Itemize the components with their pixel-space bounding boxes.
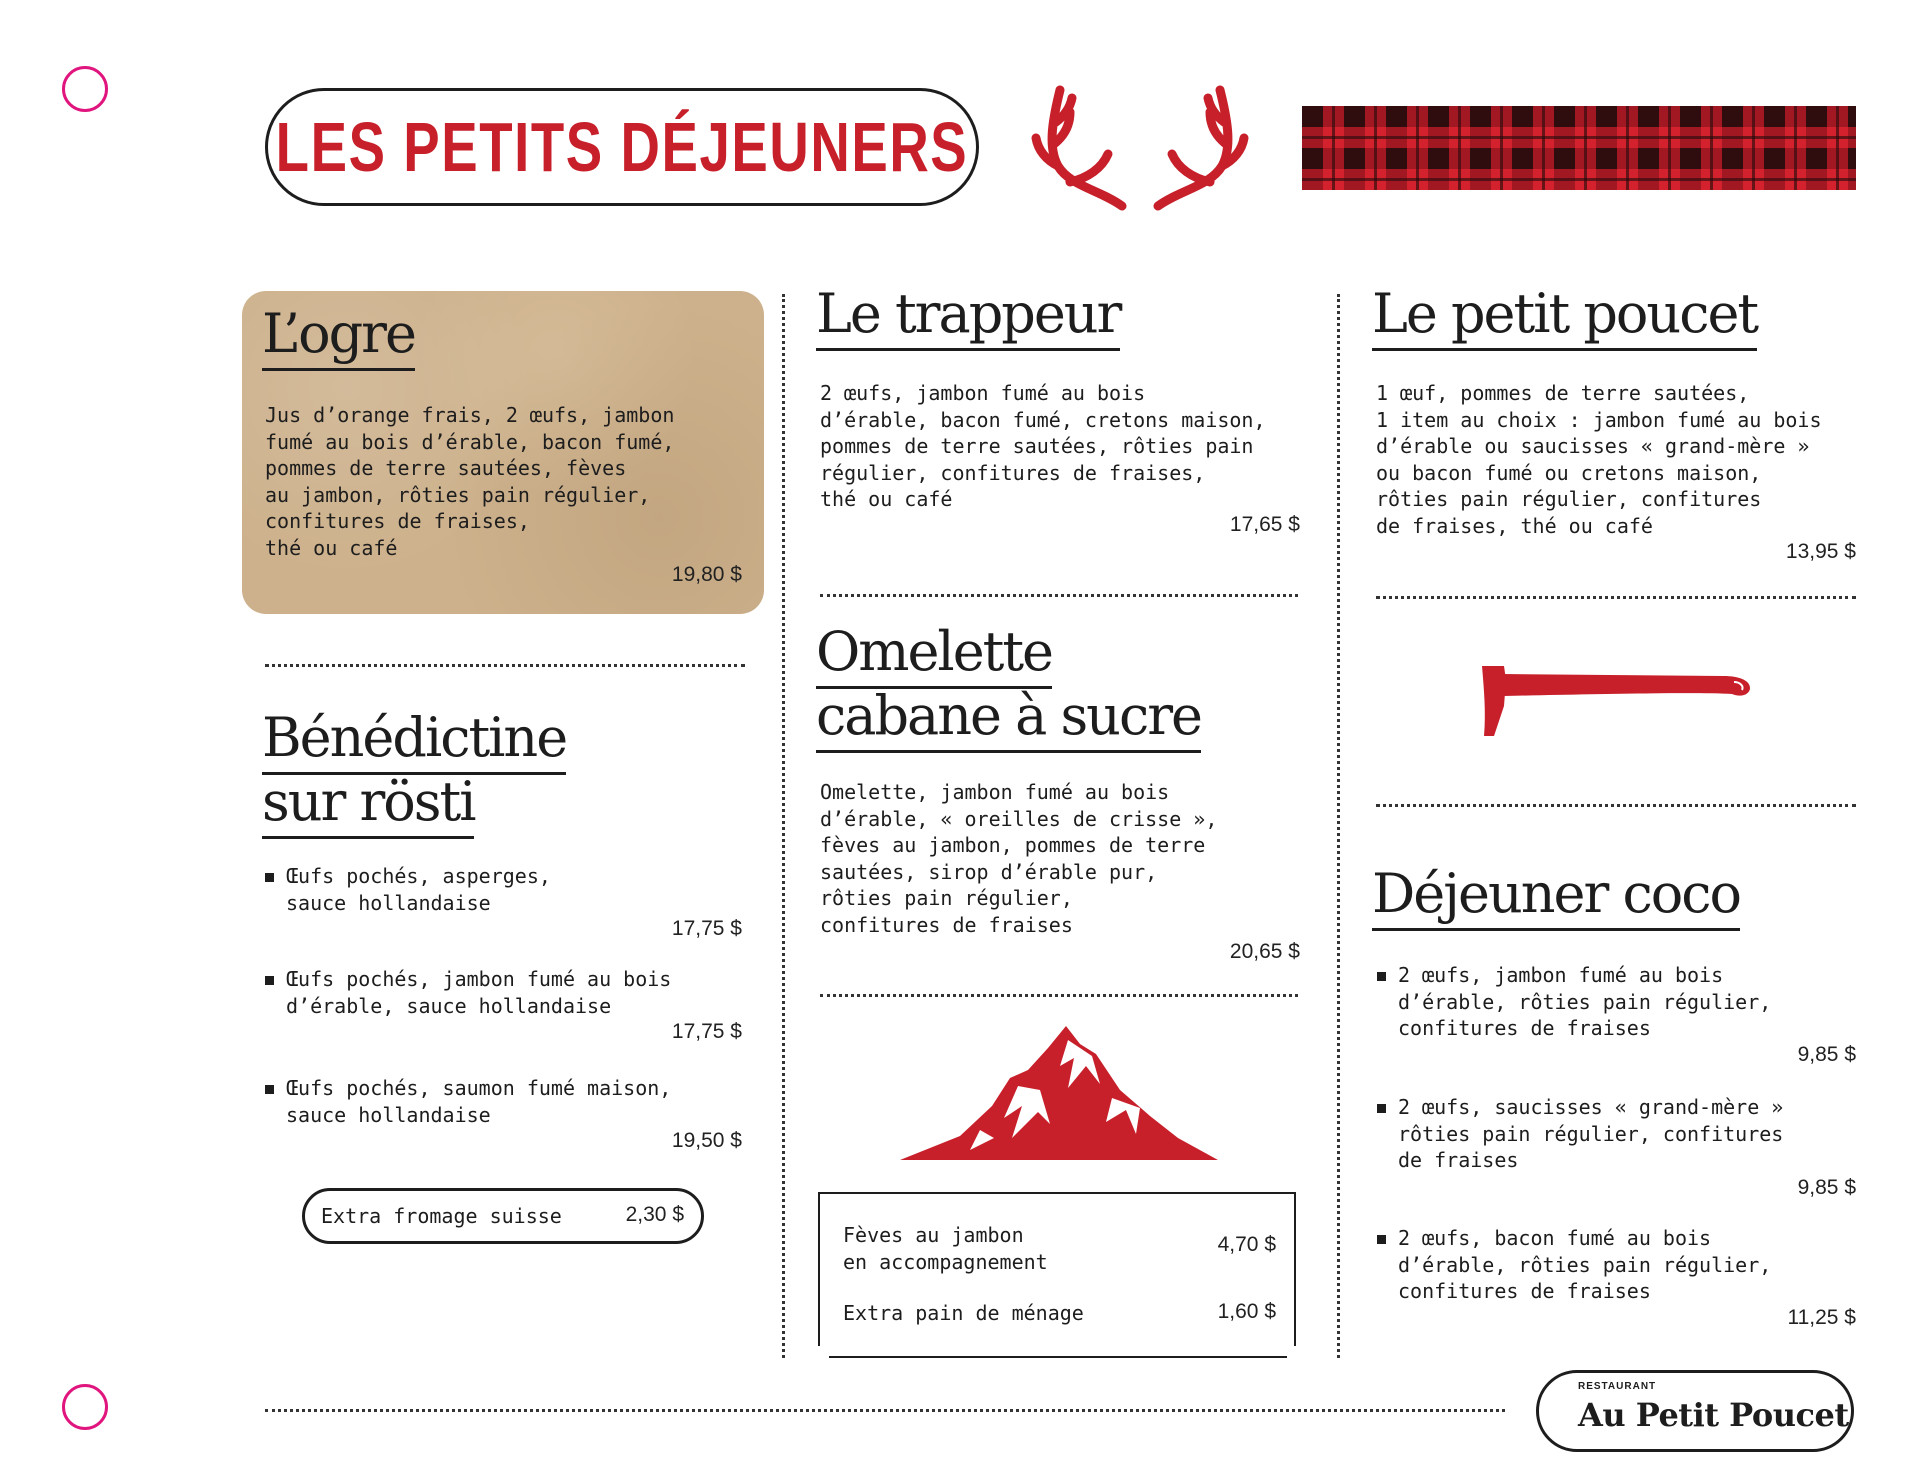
benedictine-title-line2: sur rösti [262,770,474,839]
extra-cheese-price: 2,30 $ [625,1203,684,1226]
dejeuner-coco-item-2: 2 œufs, saucisses « grand-mère » rôties pain régulier, confitures de fraises [1398,1095,1784,1172]
petit-poucet-description: 1 œuf, pommes de terre sautées, 1 item au choix : jambon fumé au bois d’érable ou saucisses « grand-mère » ou bacon fumé ou cretons maison, rôties pain régulier, confitures de fraises, thé ou café [1376,381,1822,538]
logo-restaurant-label: RESTAURANT [1578,1381,1657,1392]
dejeuner-coco-item-3-price: 11,25 $ [1787,1306,1856,1329]
benedictine-item-1: Œufs pochés, asperges, sauce hollandaise [286,864,551,915]
page-title-pill [265,88,979,206]
dejeuner-coco-item-1-price: 9,85 $ [1797,1043,1856,1066]
trappeur-price: 17,65 $ [1229,513,1300,536]
bullet-icon [1377,1235,1386,1244]
benedictine-item-1-price: 17,75 $ [671,917,742,940]
dejeuner-coco-title: Déjeuner coco [1372,862,1740,931]
dejeuner-coco-item-1: 2 œufs, jambon fumé au bois d’érable, rôties pain régulier, confitures de fraises [1398,963,1772,1040]
divider-petit-poucet [1376,596,1856,599]
omelette-title-line2: cabane à sucre [816,684,1201,753]
benedictine-item-2-price: 17,75 $ [671,1020,742,1043]
bullet-icon [1377,972,1386,981]
omelette-title-line1: Omelette [816,620,1052,689]
plaid-pattern [1302,106,1856,190]
benedictine-item-3: Œufs pochés, saumon fumé maison, sauce hollandaise [286,1076,672,1127]
dejeuner-coco-item-2-price: 9,85 $ [1797,1176,1856,1199]
bullet-icon [265,976,274,985]
mountain-icon [900,1026,1218,1160]
trappeur-title: Le trappeur [816,282,1120,351]
registration-mark-top [62,66,108,112]
sides-box-underline [829,1356,1287,1358]
bullet-icon [265,873,274,882]
logo-restaurant-name: Au Petit Poucet [1578,1396,1849,1434]
side-item-2-price: 1,60 $ [1217,1300,1276,1323]
benedictine-item-3-price: 19,50 $ [671,1129,742,1152]
footer-divider [265,1409,1505,1412]
ogre-price: 19,80 $ [671,563,742,586]
divider-ogre [265,664,745,667]
omelette-price: 20,65 $ [1229,940,1300,963]
axe-icon [1476,662,1756,742]
page-title: LES PETITS DÉJEUNERS [275,108,969,186]
divider-axe [1376,804,1856,807]
side-item-2-label: Extra pain de ménage [843,1301,1084,1325]
extra-cheese-label: Extra fromage suisse [321,1204,562,1228]
side-item-1-label: Fèves au jambon en accompagnement [843,1223,1048,1274]
omelette-description: Omelette, jambon fumé au bois d’érable, « oreilles de crisse », fèves au jambon, pommes de terre sautées, sirop d’érable pur, rôties pain régulier, confitures de fraises [820,780,1218,937]
side-item-1-price: 4,70 $ [1217,1233,1276,1256]
dejeuner-coco-item-3: 2 œufs, bacon fumé au bois d’érable, rôties pain régulier, confitures de fraises [1398,1226,1772,1303]
registration-mark-bottom [62,1384,108,1430]
ogre-description: Jus d’orange frais, 2 œufs, jambon fumé au bois d’érable, bacon fumé, pommes de terre sautées, fèves au jambon, rôties pain régulier, confitures de fraises, thé ou café [265,403,675,560]
column-divider-left [782,294,785,1358]
bullet-icon [265,1085,274,1094]
divider-trappeur [820,594,1298,597]
petit-poucet-price: 13,95 $ [1785,540,1856,563]
column-divider-right [1337,294,1340,1358]
divider-omelette [820,994,1298,997]
ogre-title: L’ogre [262,302,415,371]
petit-poucet-title: Le petit poucet [1372,282,1757,351]
bullet-icon [1377,1104,1386,1113]
benedictine-title-line1: Bénédictine [262,706,566,775]
antlers-icon [1030,82,1250,214]
benedictine-item-2: Œufs pochés, jambon fumé au bois d’érable, sauce hollandaise [286,967,672,1018]
trappeur-description: 2 œufs, jambon fumé au bois d’érable, bacon fumé, cretons maison, pommes de terre sautées, rôties pain régulier, confitures de fraises, thé ou café [820,381,1266,511]
